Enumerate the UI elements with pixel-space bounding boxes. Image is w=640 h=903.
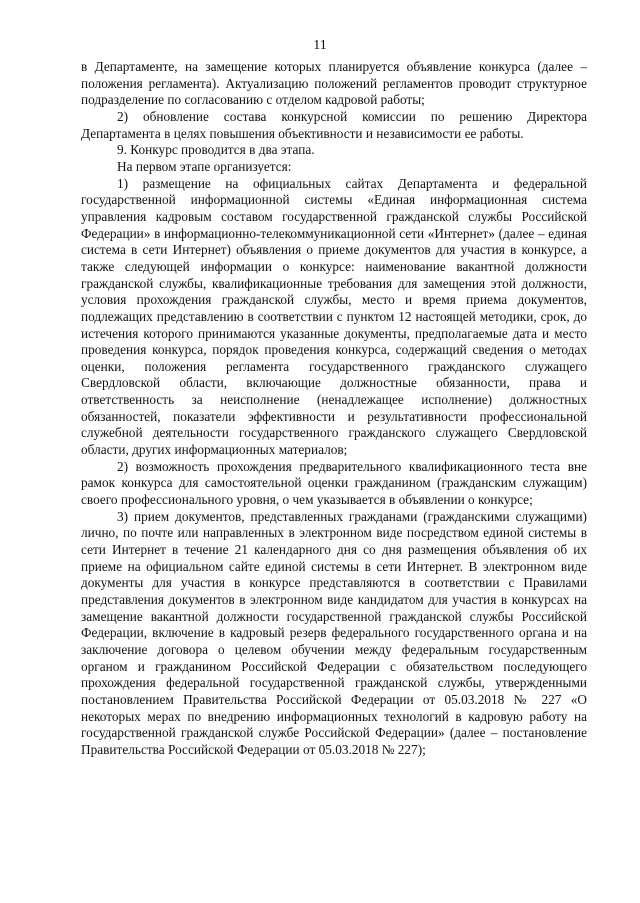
paragraph-item-2-commission: 2) обновление состава конкурсной комиссии по решению Директора Департамента в целях повышения объективности и независимости ее работы. — [81, 108, 587, 141]
page-number: 11 — [313, 38, 327, 53]
paragraph-continuation: в Департаменте, на замещение которых планируется объявление конкурса (далее – положения регламента). Актуализацию положений регламентов проводит структурное подразделение по согласованию с отделом кадровой работы; — [81, 59, 587, 108]
paragraph-item-1-publication: 1) размещение на официальных сайтах Департамента и федеральной государственной информационной системы «Единая информационная система управления кадровым составом государственной гражданской службы Российской Федерации» в информационно-телекоммуникационной сети «Интернет» (далее – единая система в сети Интернет) объявления о приеме документов для участия в конкурсе, а также следующей информации о конкурсе: наименование вакантной должности гражданской службы, квалификационные требования для замещения этой должности, условия прохождения гражданской службы, место и время приема документов, подлежащих представлению в соответствии с пунктом 12 настоящей методики, срок, до истечения которого принимаются указанные документы, предполагаемые дата и место проведения конкурса, порядок проведения конкурса, содержащий сведения о методах оценки, положения регламента государственного гражданского служащего Свердловской области, включающие должностные обязанности, права и ответственность за неисполнение (ненадлежащее исполнение) должностных обязанностей, показатели эффективности и результативности профессиональной служебной деятельности государственного гражданского служащего Свердловской области, других информационных материалов; — [81, 175, 587, 458]
document-body — [81, 59, 587, 759]
paragraph-item-2-test: 2) возможность прохождения предварительного квалификационного теста вне рамок конкурса для самостоятельной оценки гражданином (гражданским служащим) своего профессионального уровня, о чем указывается в объявлении о конкурсе; — [81, 458, 587, 508]
paragraph-clause-9: 9. Конкурс проводится в два этапа. — [117, 142, 315, 158]
paragraph-item-3-documents: 3) прием документов, представленных гражданами (гражданскими служащими) лично, по почте или направленных в электронном виде посредством единой системы в сети Интернет в течение 21 календарного дня со дня размещения объявления об их приеме на официальном сайте единой системы в сети Интернет. В электронном виде документы для участия в конкурсе представляются в соответствии с Правилами представления документов в электронном виде кандидатом для участия в конкурсах на замещение вакантной должности государственной гражданской службы Российской Федерации, включение в кадровый резерв федерального государственного органа и на заключение договора о целевом обучении между федеральным государственным органом и гражданином Российской Федерации с обязательством последующего прохождения федеральной государственной гражданской службы, утвержденными постановлением Правительства Российской Федерации от 05.03.2018 № 227 «О некоторых мерах по внедрению информационных технологий в кадровую работу на государственной гражданской службе Российской Федерации» (далее – постановление Правительства Российской Федерации от 05.03.2018 № 227); — [81, 508, 587, 757]
paragraph-first-stage-intro: На первом этапе организуется: — [117, 158, 292, 174]
